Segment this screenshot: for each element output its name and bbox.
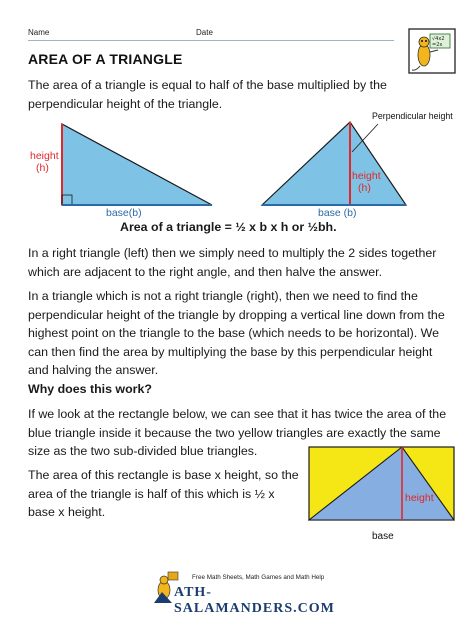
date-label: Date <box>196 28 213 37</box>
rect-height-label: height <box>405 492 434 504</box>
header-rule <box>28 40 394 41</box>
name-label: Name <box>28 28 50 37</box>
page-title: AREA OF A TRIANGLE <box>28 51 183 67</box>
right-triangle-paragraph: In a right triangle (left) then we simply need to multiply the 2 sides together which are adjacent to the right angle, and then halve the answer. <box>28 246 437 279</box>
left-base-label: base(b) <box>106 207 142 219</box>
footer-logo <box>150 570 335 616</box>
intro-paragraph: The area of a triangle is equal to half of the base multiplied by the perpendicular height of the triangle. <box>28 78 387 111</box>
svg-text:√4x2: √4x2 <box>432 36 445 42</box>
why-paragraph: If we look at the rectangle below, we can see that it has twice the area of the blue triangle inside it because the two yellow triangles are exactly the same size as the two sub-divided blue triangles. <box>28 407 447 459</box>
perpendicular-height-callout: Perpendicular height <box>372 111 453 121</box>
rectangle-diagram <box>308 446 456 522</box>
salamander-logo <box>408 28 456 74</box>
rect-base-label: base <box>372 531 394 542</box>
svg-text:=2x: =2x <box>432 42 443 48</box>
triangle-diagrams <box>0 108 474 220</box>
general-triangle <box>262 122 406 205</box>
area-formula: Area of a triangle = ½ x b x h or ½bh. <box>120 220 337 234</box>
right-height-label: height (h) <box>352 170 381 194</box>
footer-tagline: Free Math Sheets, Math Games and Math Help <box>192 574 325 581</box>
footer-brand: ATH-SALAMANDERS.COM <box>174 585 335 616</box>
right-triangle <box>62 124 212 205</box>
non-right-triangle-paragraph: In a triangle which is not a right triangle (right), then we need to find the perpendicular height of the triangle by dropping a vertical line down from the highest point on the triangle to the base (which needs to be horizontal). We can then find the area by multiplying the base by this perpendicular height and halving the answer. <box>28 289 445 378</box>
rectangle-paragraph: The area of this rectangle is base x height, so the area of the triangle is half of this which is ½ x base x height. <box>28 468 299 520</box>
left-height-label: height (h) <box>30 150 59 174</box>
why-heading: Why does this work? <box>28 382 152 396</box>
right-base-label: base (b) <box>318 207 357 219</box>
